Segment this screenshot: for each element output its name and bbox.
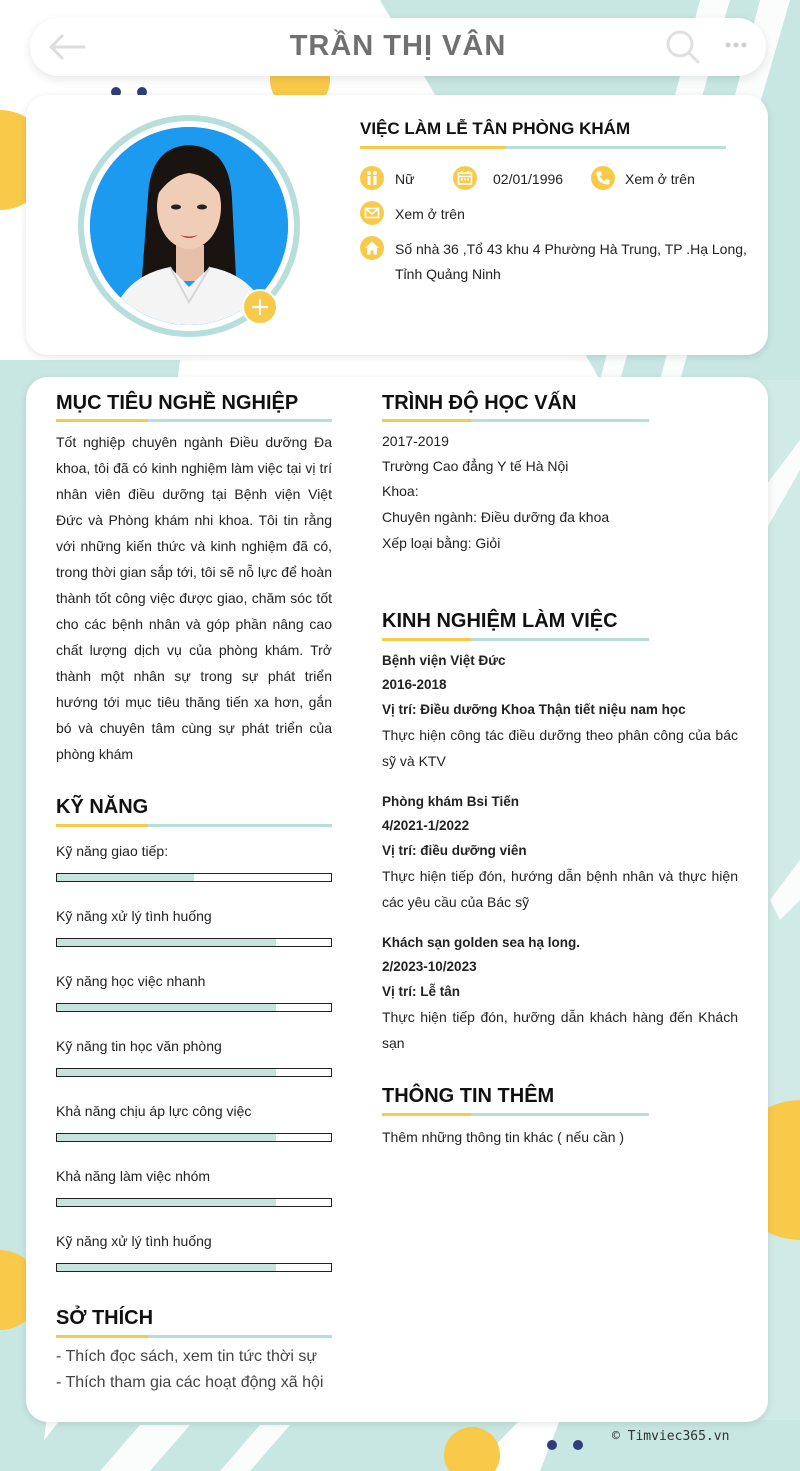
search-icon[interactable] [666, 30, 700, 64]
skill-bar-fill [57, 874, 194, 881]
job-position: Vị trí: điều dưỡng viên [382, 843, 527, 858]
skill-bar [56, 1198, 332, 1207]
education-title: TRÌNH ĐỘ HỌC VẤN [382, 392, 577, 414]
email-icon [360, 201, 384, 225]
phone-value: Xem ở trên [625, 171, 695, 187]
objective-text: Tốt nghiệp chuyên ngành Điều dưỡng Đa khoa, tôi đã có kinh nghiệm làm việc tại vị trí nhân viên điều dưỡng tại Bệnh viện Việt Đức và Phòng khám nhi khoa. Tôi tin rằng với những kiến thức và kinh nghiệm đã có, trong thời gian sắp tới, tôi sẽ nỗ lực để hoàn thành tốt công việc được giao, chăm sóc tốt cho các bệnh nhân và góp phần nâng cao chất lượng dịch vụ của phòng khám. Trở thành một nhân sự trong sự phát triển hướng tới mục tiêu thăng tiến xa hơn, gắn bó và chuyên tâm cùng sự phát triển của phòng khám [56, 434, 332, 762]
job-period: 2/2023-10/2023 [382, 959, 477, 974]
extra-info-title: THÔNG TIN THÊM [382, 1085, 555, 1107]
footer-credit: © Timviec365.vn [612, 1429, 730, 1444]
job-position: Vị trí: Điều dưỡng Khoa Thận tiết niệu nam học [382, 702, 686, 717]
skill-label: Khả năng chịu áp lực công việc [56, 1103, 252, 1119]
skill-bar-fill [57, 1069, 276, 1076]
add-photo-button[interactable] [242, 289, 278, 325]
phone-icon [591, 166, 615, 190]
objective-title: MỤC TIÊU NGHỀ NGHIỆP [56, 392, 299, 414]
skill-bar [56, 1133, 332, 1142]
job-company: Phòng khám Bsi Tiến [382, 794, 520, 809]
education-period: 2017-2019 [382, 433, 449, 449]
resume-body-card [26, 377, 768, 1422]
skill-label: Khả năng làm việc nhóm [56, 1168, 211, 1184]
birthday-value: 02/01/1996 [493, 171, 564, 187]
page-title: TRẦN THỊ VÂN [289, 30, 507, 62]
skill-bar-fill [57, 1264, 276, 1271]
profile-header-card [26, 95, 768, 355]
hobby-item: - Thích tham gia các hoạt động xã hội [56, 1374, 324, 1391]
top-bar [30, 18, 766, 76]
experience-underline [382, 638, 649, 641]
job-title-underline [360, 146, 726, 149]
skills-underline [56, 824, 332, 827]
experience-title: KINH NGHIỆM LÀM VIỆC [382, 610, 618, 632]
skill-bar-fill [57, 1199, 276, 1206]
extra-info-underline [382, 1113, 649, 1116]
home-icon [360, 236, 384, 260]
hobbies-underline [56, 1335, 332, 1338]
address-line-1: Số nhà 36 ,Tổ 43 khu 4 Phường Hà Trung, TP .Hạ Long, [395, 241, 747, 257]
job-description: Thực hiện tiếp đón, hướng dẫn bệnh nhân và thực hiện các yêu cầu của Bác sỹ [382, 868, 738, 910]
skill-bar-fill [57, 1004, 276, 1011]
skill-bar [56, 938, 332, 947]
job-company: Bệnh viện Việt Đức [382, 653, 506, 668]
gender-icon [360, 166, 384, 190]
gender-value: Nữ [395, 171, 415, 187]
education-grade: Xếp loại bằng: Giỏi [382, 535, 501, 551]
job-company: Khách sạn golden sea hạ long. [382, 935, 581, 950]
skill-bar [56, 1068, 332, 1077]
education-faculty: Khoa: [382, 483, 419, 499]
job-period: 4/2021-1/2022 [382, 818, 470, 833]
more-options-icon[interactable] [724, 38, 748, 52]
skill-bar [56, 1263, 332, 1272]
job-position: Vị trí: Lễ tân [382, 984, 461, 999]
email-value: Xem ở trên [395, 206, 465, 222]
skill-label: Kỹ năng xử lý tình huống [56, 1233, 212, 1249]
objective-underline [56, 419, 332, 422]
skill-bar-fill [57, 939, 276, 946]
skill-bar [56, 1003, 332, 1012]
job-period: 2016-2018 [382, 677, 447, 692]
extra-info-text: Thêm những thông tin khác ( nếu cần ) [382, 1129, 625, 1145]
skill-label: Kỹ năng giao tiếp: [56, 843, 169, 859]
skill-bar-fill [57, 1134, 276, 1141]
education-school: Trường Cao đẳng Y tế Hà Nội [382, 458, 569, 474]
education-underline [382, 419, 649, 422]
address-line-2: Tỉnh Quảng Ninh [395, 266, 501, 282]
hobbies-title: SỞ THÍCH [56, 1307, 154, 1329]
job-description: Thực hiện công tác điều dưỡng theo phân công của bác sỹ và KTV [382, 727, 738, 769]
calendar-icon [453, 166, 477, 190]
skill-label: Kỹ năng tin học văn phòng [56, 1038, 222, 1054]
education-major: Chuyên ngành: Điều dưỡng đa khoa [382, 509, 610, 525]
skill-label: Kỹ năng xử lý tình huống [56, 908, 212, 924]
skills-title: KỸ NĂNG [56, 796, 149, 818]
job-description: Thực hiện tiếp đón, hưỡng dẫn khách hàng đến Khách sạn [382, 1009, 738, 1051]
hobby-item: - Thích đọc sách, xem tin tức thời sự [56, 1348, 318, 1365]
skill-label: Kỹ năng học việc nhanh [56, 973, 206, 989]
job-title: VIỆC LÀM LỄ TÂN PHÒNG KHÁM [360, 119, 631, 138]
skill-bar [56, 873, 332, 882]
